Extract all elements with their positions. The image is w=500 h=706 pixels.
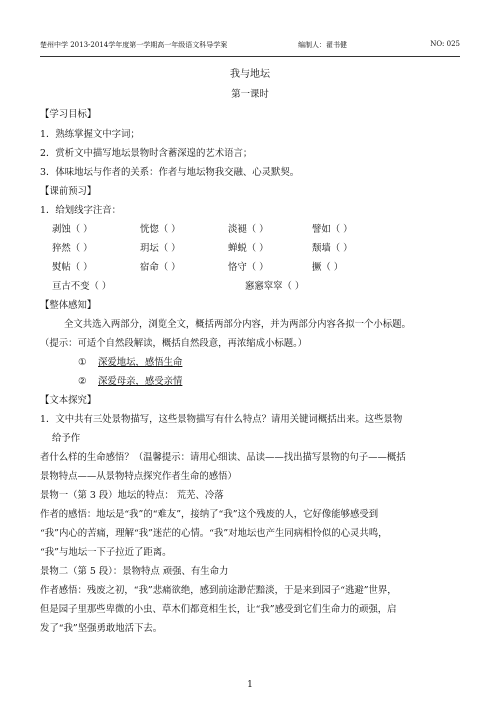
explore-line: 作者感悟：残废之初，“我”悲痛欲绝，感到前途渺茫黯淡，于是来到园子“逃避”世界， bbox=[40, 585, 397, 596]
subtitle-number: ① bbox=[78, 357, 87, 368]
explore-line: 景物一（第 3 段）地坛的特点： 荒芜、冷落 bbox=[40, 490, 224, 501]
pinyin-item: 颓墙（ ） bbox=[312, 243, 353, 254]
explore-line: 1．文中共有三处景物描写，这些景物描写有什么特点？请用关键词概括出来。这些景物 bbox=[40, 414, 403, 425]
subtitle-answer: 深爱母亲，感受亲情 bbox=[98, 376, 183, 387]
pinyin-item: 淡褪（ ） bbox=[228, 224, 269, 235]
header-author: 编制人：翟书健 bbox=[298, 41, 347, 49]
explore-line: 发了“我”坚强勇敢地活下去。 bbox=[40, 623, 163, 634]
pinyin-item: 恪守（ ） bbox=[228, 262, 269, 273]
document-subtitle: 第一课时 bbox=[231, 89, 269, 100]
explore-line: 给予作 bbox=[52, 433, 81, 444]
explore-line: 作者的感悟：地坛是“我”的“难友”，接纳了“我”这个残废的人，它好像能够感受到 bbox=[40, 509, 379, 520]
explore-line: 但是园子里那些卑微的小虫、草木们都竟相生长，让“我”感受到它们生命力的顽强，启 bbox=[40, 604, 397, 615]
header-number: NO: 025 bbox=[430, 40, 460, 48]
pinyin-item: 窸窸窣窣（ ） bbox=[245, 281, 305, 292]
pinyin-item: 譬如（ ） bbox=[312, 224, 353, 235]
pinyin-item: 宿命（ ） bbox=[140, 262, 181, 273]
explore-line: 景物二（第 5 段）：景物特点 顽强、有生命力 bbox=[40, 566, 229, 577]
header-school: 楚州中学 2013-2014学年度第一学期高一年级语文科导学案 bbox=[40, 41, 228, 49]
pinyin-item: 剥蚀（ ） bbox=[52, 224, 93, 235]
pinyin-item: 猝然（ ） bbox=[52, 243, 93, 254]
preview-heading: 【课前预习】 bbox=[40, 186, 97, 197]
pinyin-item: 亘古不变（ ） bbox=[52, 281, 112, 292]
explore-line: 景物特点——从景物特点探究作者生命的感悟） bbox=[40, 471, 237, 482]
page-number: 1 bbox=[247, 680, 253, 690]
pinyin-item: 撅（ ） bbox=[312, 262, 344, 273]
explore-line: “我”与地坛一下子拉近了距离。 bbox=[40, 547, 172, 558]
subtitle-number: ② bbox=[78, 376, 87, 387]
overview-heading: 【整体感知】 bbox=[40, 300, 97, 311]
pinyin-item: 恍惚（ ） bbox=[140, 224, 181, 235]
overview-line: 全文共选入两部分，浏览全文，概括两部分内容，并为两部分内容各拟一个小标题。 bbox=[64, 319, 411, 330]
preview-question: 1．给划线字注音： bbox=[40, 205, 121, 216]
pinyin-item: 熨帖（ ） bbox=[52, 262, 93, 273]
goal-item: 3．体味地坛与作者的关系：作者与地坛物我交融、心灵默契。 bbox=[40, 167, 300, 178]
document-title: 我与地坛 bbox=[230, 69, 270, 80]
subtitle-answer: 深爱地坛，感悟生命 bbox=[98, 357, 183, 368]
explore-line: “我”内心的苦痛，理解“我”迷茫的心情。“我”对地坛也产生同病相怜似的心灵共鸣， bbox=[40, 528, 388, 539]
pinyin-item: 蝉蜕（ ） bbox=[228, 243, 269, 254]
goals-heading: 【学习目标】 bbox=[40, 109, 97, 120]
explore-line: 者什么样的生命感悟？（温馨提示：请用心细读、品读——找出描写景物的句子——概括 bbox=[40, 452, 406, 463]
goal-item: 2．赏析文中描写地坛景物时含蓄深遑的艺术语言； bbox=[40, 148, 253, 159]
overview-line: （提示：可适个自然段解读，概括自然段意，再浓缩成小标题。） bbox=[40, 338, 308, 349]
pinyin-item: 玥坛（ ） bbox=[140, 243, 181, 254]
goal-item: 1．熟练掌握文中字词； bbox=[40, 129, 140, 140]
page-header bbox=[40, 40, 460, 57]
explore-heading: 【文本探究】 bbox=[40, 395, 97, 406]
